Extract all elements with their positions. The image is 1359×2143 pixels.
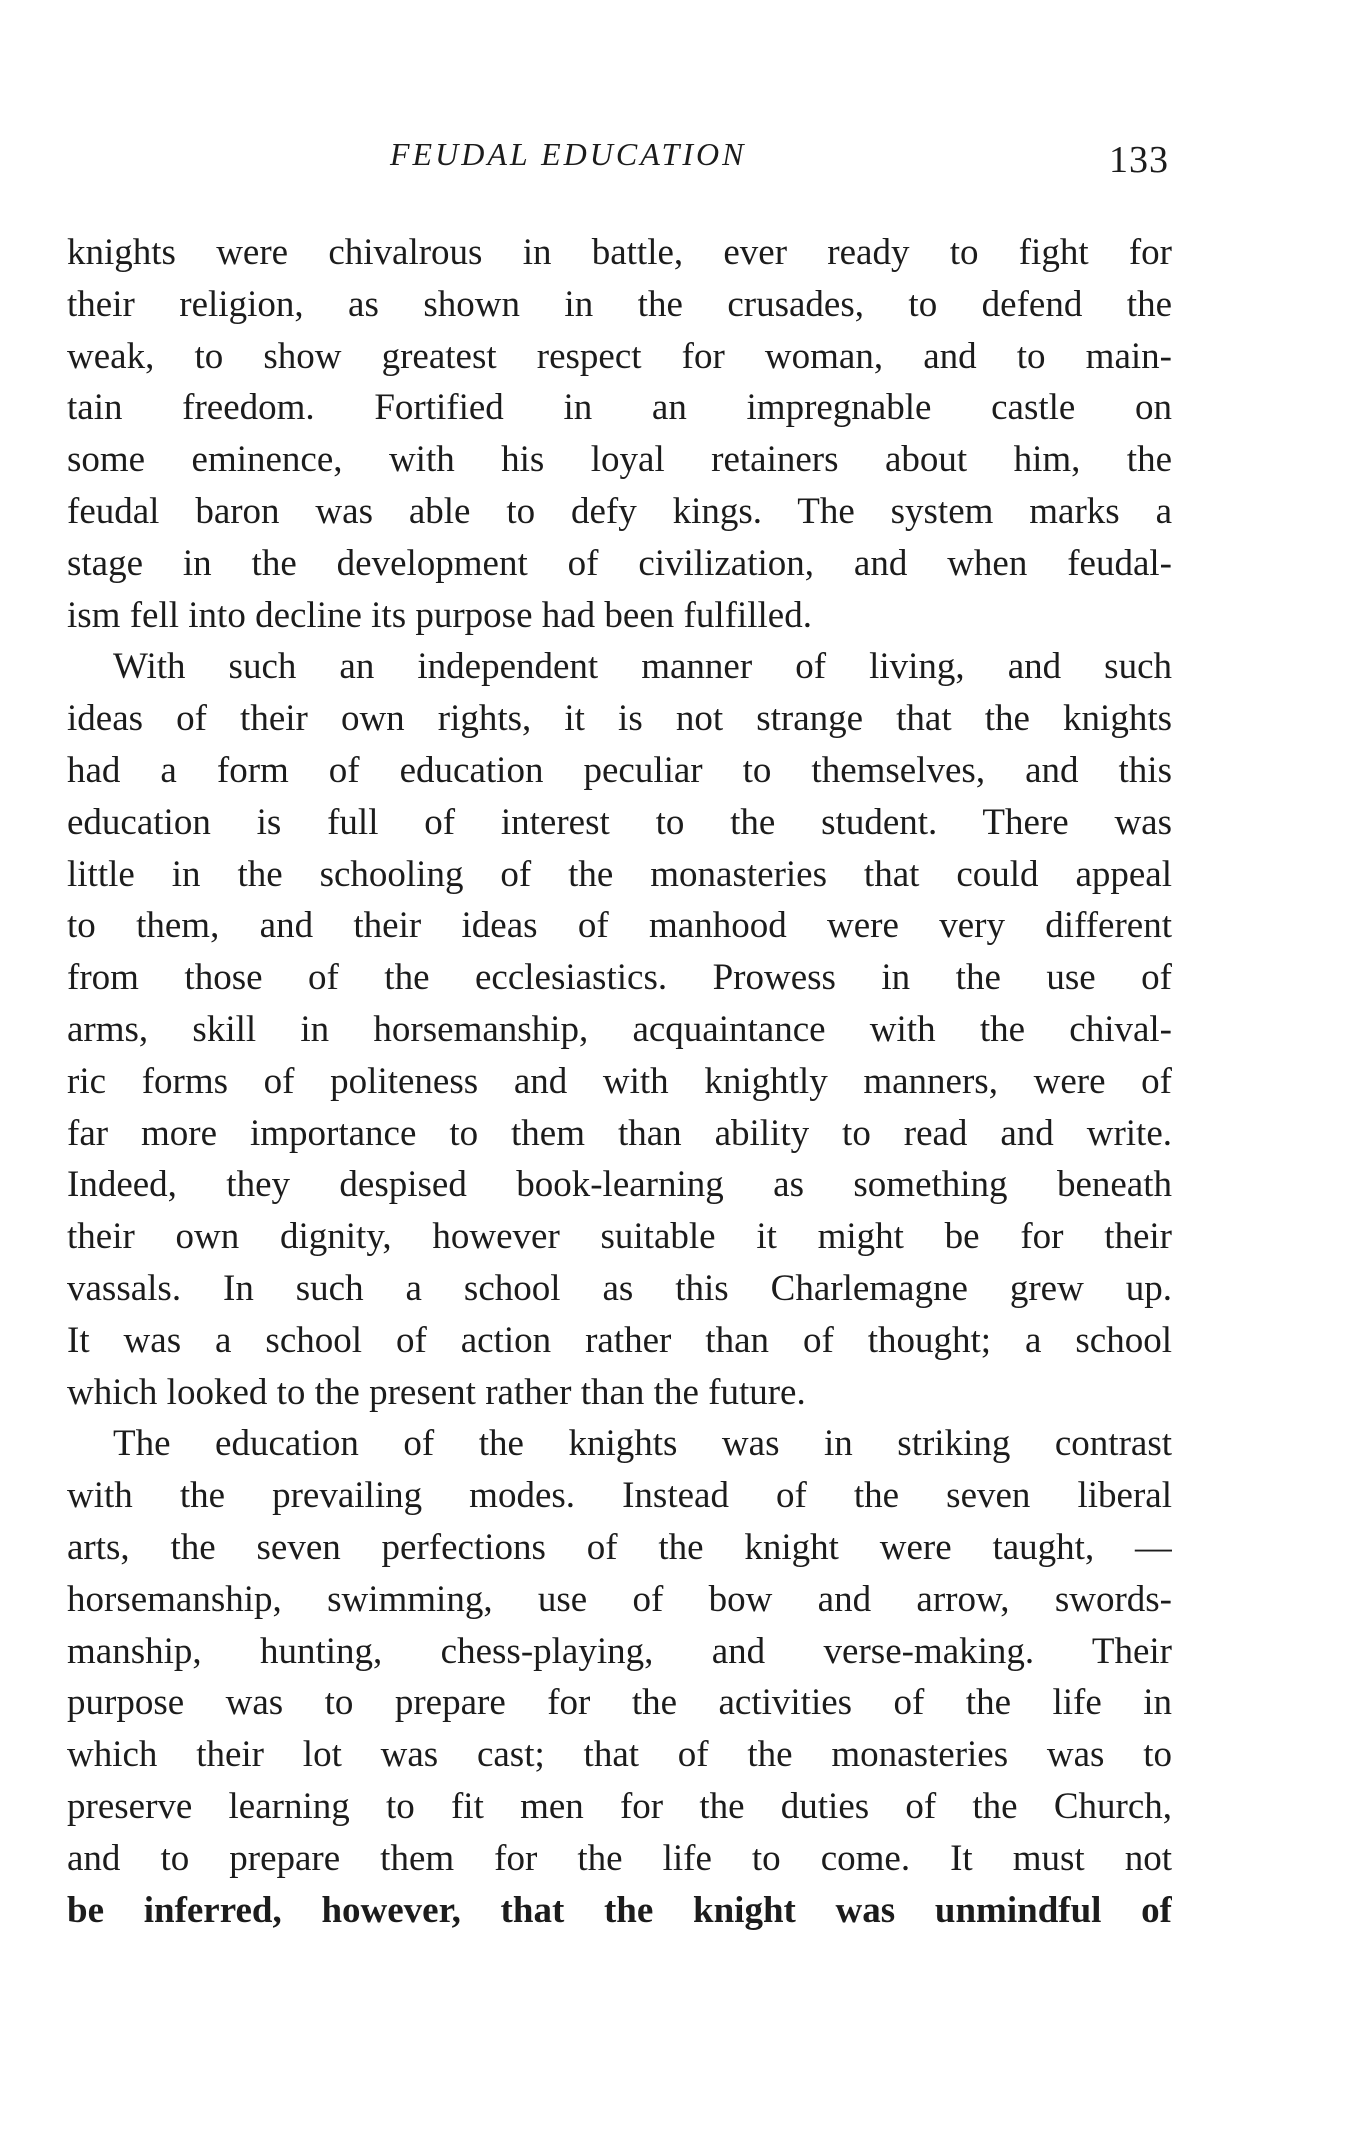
- text-line: arms, skill in horsemanship, acquaintance with the chival-: [67, 1008, 1172, 1050]
- text-line: little in the schooling of the monasteries that could appeal: [67, 853, 1172, 895]
- text-line: The education of the knights was in striking contrast: [113, 1423, 1172, 1465]
- text-line: their own dignity, however suitable it might be for their: [67, 1216, 1172, 1258]
- text-line: from those of the ecclesiastics. Prowess in the use of: [67, 957, 1172, 999]
- text-line: preserve learning to fit men for the duties of the Church,: [67, 1785, 1172, 1827]
- text-line: With such an independent manner of living, and such: [113, 646, 1172, 688]
- text-line: which looked to the present rather than the future.: [67, 1371, 806, 1413]
- text-line: which their lot was cast; that of the monasteries was to: [67, 1734, 1172, 1776]
- text-line: vassals. In such a school as this Charlemagne grew up.: [67, 1267, 1172, 1309]
- text-line: with the prevailing modes. Instead of the seven liberal: [67, 1475, 1172, 1517]
- paragraph-1: [67, 227, 1172, 641]
- text-line: far more importance to them than ability to read and write.: [67, 1112, 1172, 1154]
- text-line: knights were chivalrous in battle, ever ready to fight for: [67, 232, 1172, 273]
- text-line: and to prepare them for the life to come. It must not: [67, 1837, 1172, 1879]
- text-line: It was a school of action rather than of thought; a school: [67, 1319, 1172, 1361]
- body-text: [67, 227, 1172, 1936]
- text-line: feudal baron was able to defy kings. The system marks a: [67, 490, 1172, 532]
- text-line: manship, hunting, chess-playing, and verse-making. Their: [67, 1630, 1172, 1672]
- text-line: arts, the seven perfections of the knight were taught, —: [67, 1526, 1172, 1568]
- text-line: weak, to show greatest respect for woman, and to main-: [67, 335, 1172, 377]
- text-line: had a form of education peculiar to themselves, and this: [67, 749, 1172, 791]
- text-line: purpose was to prepare for the activities of the life in: [67, 1682, 1172, 1724]
- running-title: FEUDAL EDUCATION: [390, 136, 747, 172]
- text-line: ideas of their own rights, it is not strange that the knights: [67, 698, 1172, 740]
- running-head: [0, 136, 1359, 196]
- paragraph-3: [67, 1418, 1172, 1936]
- page-number: 133: [1109, 139, 1169, 181]
- text-line: Indeed, they despised book-learning as something beneath: [67, 1164, 1172, 1206]
- text-line: their religion, as shown in the crusades, to defend the: [67, 283, 1172, 325]
- text-line: stage in the development of civilization, and when feudal-: [67, 542, 1172, 584]
- text-line: to them, and their ideas of manhood were very different: [67, 905, 1172, 947]
- text-line: some eminence, with his loyal retainers about him, the: [67, 439, 1172, 481]
- text-line: ism fell into decline its purpose had been fulfilled.: [67, 594, 812, 636]
- text-line: ric forms of politeness and with knightly manners, were of: [67, 1060, 1172, 1102]
- paragraph-2: [67, 641, 1172, 1418]
- text-line: education is full of interest to the student. There was: [67, 801, 1172, 843]
- text-line: be inferred, however, that the knight was unmindful of: [67, 1889, 1172, 1931]
- text-line: tain freedom. Fortified in an impregnable castle on: [67, 387, 1172, 429]
- text-line: horsemanship, swimming, use of bow and arrow, swords-: [67, 1578, 1172, 1620]
